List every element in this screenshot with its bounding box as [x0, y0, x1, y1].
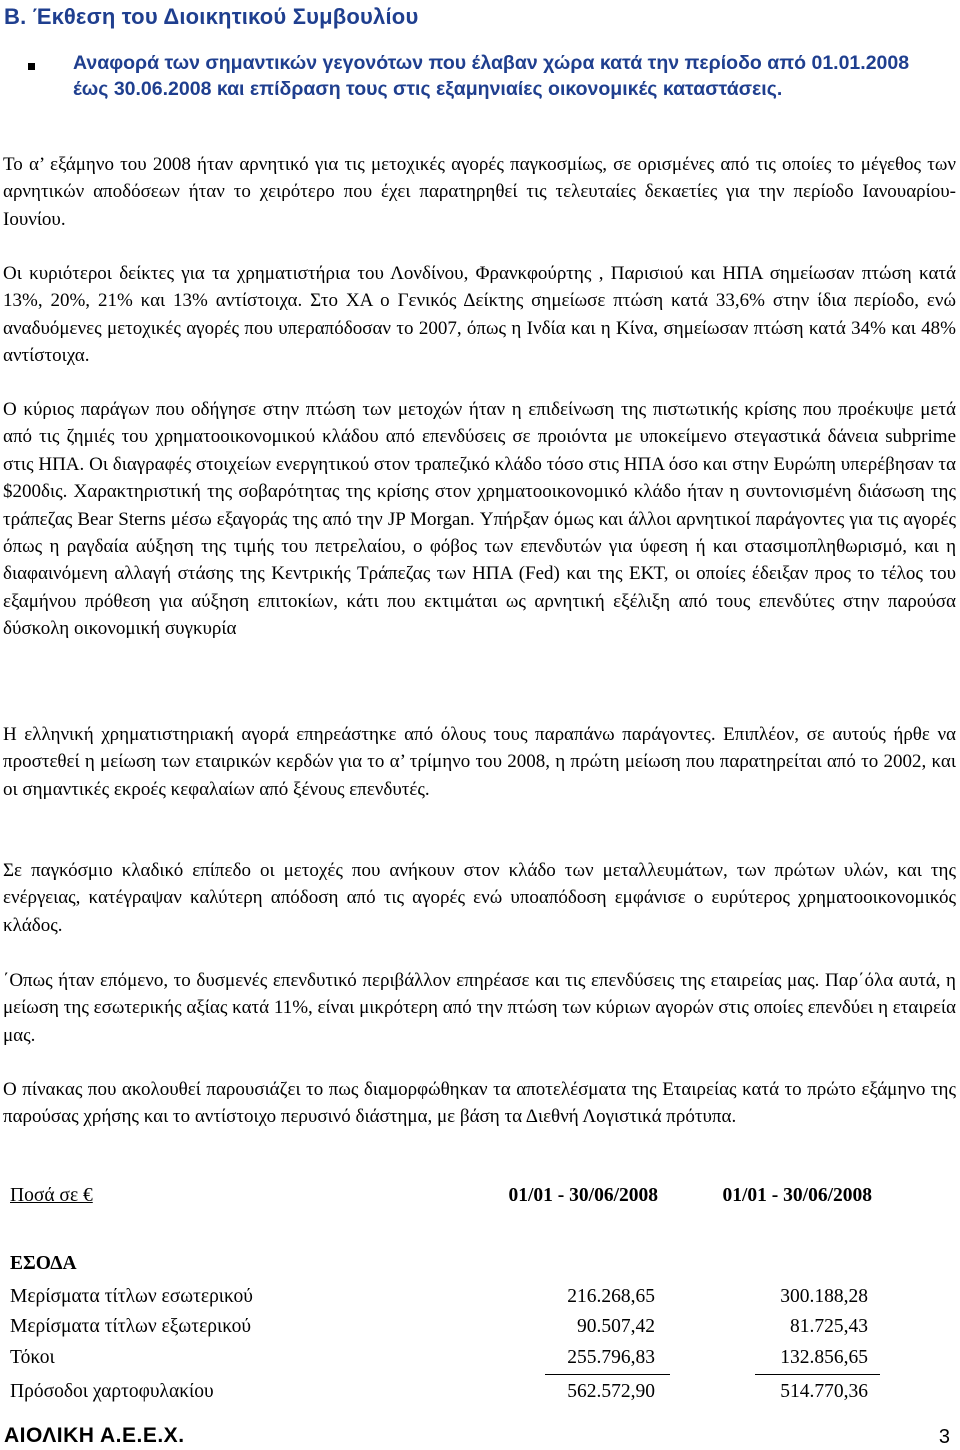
row-value-previous: 300.188,28	[780, 1286, 868, 1307]
paragraph-1: Το α’ εξάμηνο του 2008 ήταν αρνητικό για τις μετοχικές αγορές παγκοσμίως, σε ορισμένες από τις οποίες το μέγεθος των αρνητικών αποδόσεων ήταν το χειρότερο που έχει παρατηρηθεί τις τελευταίες δεκαετίες για την περίοδο Ιανουαρίου-Ιουνίου.	[3, 154, 956, 230]
subtotal-rule-previous	[755, 1374, 880, 1375]
table-section-row	[10, 1253, 890, 1281]
col1-header: 01/01 - 30/06/2008	[508, 1185, 658, 1206]
bullet-square-icon	[28, 63, 35, 70]
row-label: Τόκοι	[10, 1347, 55, 1368]
table-row	[10, 1316, 890, 1344]
row-label: Μερίσματα τίτλων εσωτερικού	[10, 1286, 253, 1307]
row-label: Πρόσοδοι χαρτοφυλακίου	[10, 1381, 214, 1402]
bullet-heading-block	[28, 50, 933, 102]
row-value-current: 562.572,90	[567, 1381, 655, 1402]
paragraph-4: Η ελληνική χρηματιστηριακή αγορά επηρεάστηκε από όλους τους παραπάνω παράγοντες. Επιπλέον, σε αυτούς ήρθε να προστεθεί η μείωση των εταιρικών κερδών για το α’ τρίμηνο του 2008, η πρώτη μείωση που παρατηρείται από το 2002, και οι σημαντικές εκροές κεφαλαίων από ξένους επενδυτές.	[3, 724, 956, 800]
table-row	[10, 1286, 890, 1314]
col2-header: 01/01 - 30/06/2008	[722, 1185, 872, 1206]
paragraph-5: Σε παγκόσμιο κλαδικό επίπεδο οι μετοχές που ανήκουν στον κλάδο των μεταλλευμάτων, των πρώτων υλών, και της ενέργειας, κατέγραψαν καλύτερη απόδοση από τις αγορές ενώ υποαπόδοση εμφάνισε ο ευρύτερος χρηματοοικονομικός κλάδος.	[3, 860, 956, 936]
row-value-current: 90.507,42	[577, 1316, 655, 1337]
paragraph-3: Ο κύριος παράγων που οδήγησε στην πτώση των μετοχών ήταν η επιδείνωση της πιστωτικής κρίσης που προέκυψε μετά από τις ζημιές του χρηματοοικονομικού κλάδου από επενδύσεις σε προιόντα με υποκείμενο στεγαστικά δάνεια subprime στις ΗΠΑ. Οι διαγραφές στοιχείων ενεργητικού στον τραπεζικό κλάδο τόσο στις ΗΠΑ όσο και στην Ευρώπη υπερέβησαν τα $200δις. Χαρακτηριστική της σοβαρότητας της κρίσης στον χρηματοοικονομικό κλάδο ήταν η συντονισμένη διάσωση της τράπεζας Bear Sterns μέσω εξαγοράς της από την JP Morgan. Υπήρξαν όμως και άλλοι αρνητικοί παράγοντες για τις αγορές όπως η ραγδαία αύξηση της τιμής του πετρελαίου, ο φόβος των επενδυτών για ύφεση ή και στασιμοπληθωρισμό, και η διαφαινόμενη αλλαγή στάσης της Κεντρικής Τράπεζας των ΗΠΑ (Fed) και της ΕΚΤ, οι οποίες έδειξαν προς το τέλος του εξαμήνου πρόθεση για αύξηση επιτοκίων, κάτι που εκτιμάται ως αρνητική εξέλιξη από τους επενδύτες στην παρούσα δύσκολη οικονομική συγκυρία	[3, 399, 956, 640]
paragraph-7: Ο πίνακας που ακολουθεί παρουσιάζει το πως διαμορφώθηκαν τα αποτελέσματα της Εταιρείας κατά το πρώτο εξάμηνο της παρούσας χρήσης και το αντίστοιχο περυσινό διάστημα, με βάση τα Διεθνή Λογιστικά πρότυπα.	[3, 1079, 956, 1128]
company-footer: ΑΙΟΛΙΚΗ Α.Ε.Ε.Χ.	[4, 1424, 185, 1447]
paragraph-6: ΄Οπως ήταν επόμενο, το δυσμενές επενδυτικό περιβάλλον επηρέασε και τις επενδύσεις της εταιρείας μας. Παρ΄όλα αυτά, η μείωση της εσωτερικής αξίας κατά 11%, είναι μικρότερη από την πτώση των κύριων αγορών στις οποίες επενδύει η εταιρεία μας.	[3, 970, 956, 1046]
revenue-section-label: ΕΣΟΔΑ	[10, 1253, 77, 1274]
table-header-row	[10, 1185, 890, 1213]
paragraph-2: Οι κυριότεροι δείκτες για τα χρηματιστήρια του Λονδίνου, Φρανκφούρτης , Παρισιού και ΗΠΑ σημείωσαν πτώση κατά 13%, 20%, 21% και 13% αντίστοιχα. Στο ΧΑ ο Γενικός Δείκτης σημείωσε πτώση κατά 33,6% στην ίδια περίοδο, ενώ αναδυόμενες μετοχικές αγορές που υπεραπόδοσαν το 2007, όπως η Ινδία και η Κίνα, σημείωσαν πτώση κατά 34% και 48% αντίστοιχα.	[3, 263, 956, 367]
table-row	[10, 1347, 890, 1375]
table-row	[10, 1381, 890, 1409]
section-title: Β. Έκθεση του Διοικητικού Συμβουλίου	[4, 4, 419, 29]
row-value-previous: 81.725,43	[790, 1316, 868, 1337]
subtotal-rule-current	[545, 1374, 670, 1375]
row-value-current: 255.796,83	[567, 1347, 655, 1368]
amounts-label: Ποσά σε €	[10, 1185, 93, 1206]
row-value-previous: 514.770,36	[780, 1381, 868, 1402]
row-label: Μερίσματα τίτλων εξωτερικού	[10, 1316, 252, 1337]
page-number: 3	[938, 1426, 950, 1448]
bullet-heading: Αναφορά των σημαντικών γεγονότων που έλαβαν χώρα κατά την περίοδο από 01.01.2008 έως 30.06.2008 και επίδραση τους στις εξαμηνιαίες οικονομικές καταστάσεις.	[73, 52, 910, 100]
row-value-previous: 132.856,65	[780, 1347, 868, 1368]
row-value-current: 216.268,65	[567, 1286, 655, 1307]
